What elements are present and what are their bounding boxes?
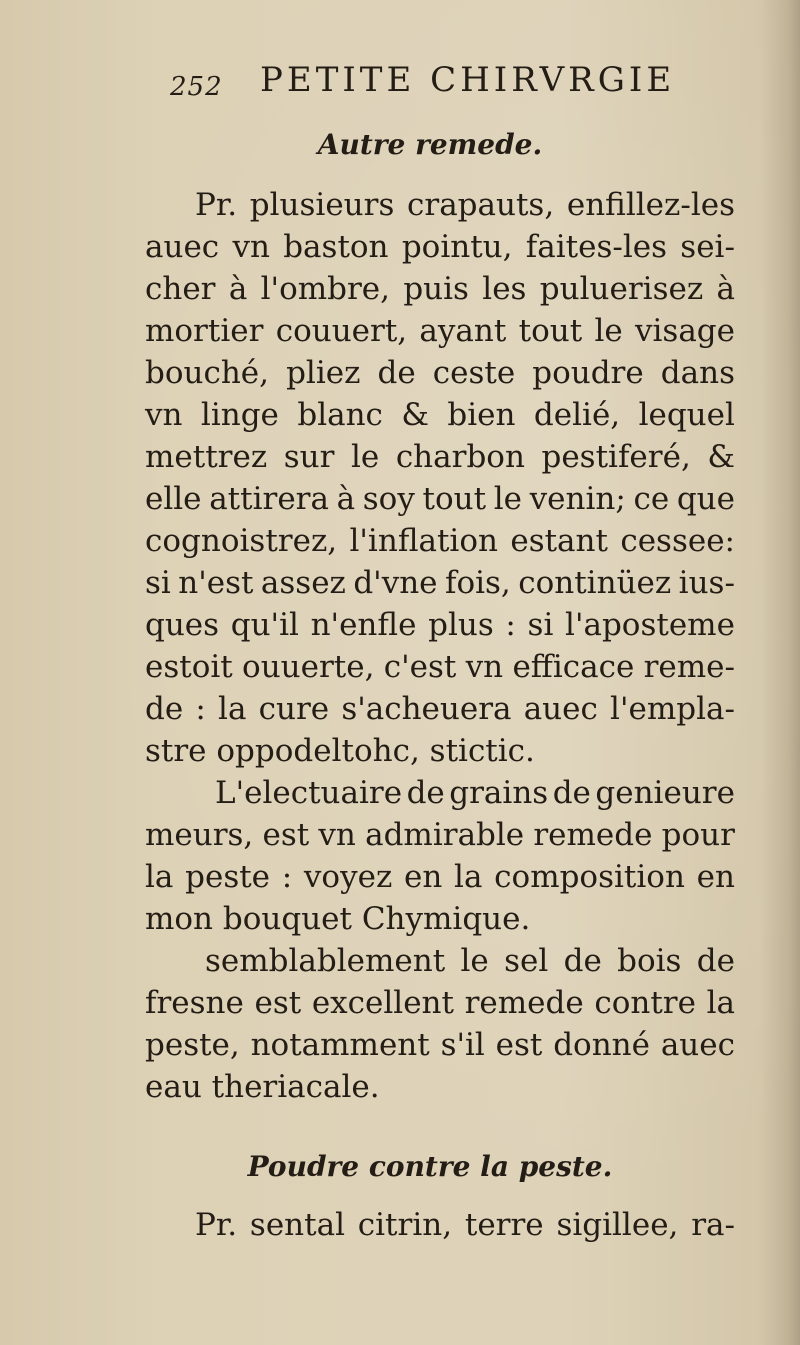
text-line: mon bouquet Chymique.: [145, 901, 531, 937]
text-line: fresne est excellent remede contre la: [145, 985, 735, 1021]
text-line: Pr. plusieurs crapauts, enfillez-les: [195, 187, 735, 223]
text-line: elle attirera à soy tout le venin; ce que: [145, 481, 735, 517]
text-line: vn linge blanc & bien delié, lequel: [145, 397, 735, 433]
text-line: peste, notamment s'il est donné auec: [145, 1027, 735, 1063]
text-line: mortier couuert, ayant tout le visage: [145, 313, 735, 349]
running-title: PETITE CHIRVRGIE: [260, 60, 676, 100]
text-line: eau theriacale.: [145, 1069, 380, 1105]
text-line: L'electuaire de grains de genieure: [215, 775, 735, 811]
text-line: ques qu'il n'enfle plus : si l'aposteme: [145, 607, 735, 643]
section-heading: Poudre contre la peste.: [247, 1150, 613, 1183]
section-heading: Autre remede.: [317, 128, 543, 161]
page-number: 252: [170, 72, 223, 102]
text-line: cher à l'ombre, puis les puluerisez à: [145, 271, 735, 307]
text-line: estoit ouuerte, c'est vn efficace reme-: [145, 649, 735, 685]
text-line: cognoistrez, l'inflation estant cessee:: [145, 523, 735, 559]
text-line: bouché, pliez de ceste poudre dans: [145, 355, 735, 391]
text-line: la peste : voyez en la composition en: [145, 859, 735, 895]
text-line: Pr. sental citrin, terre sigillee, ra-: [195, 1207, 735, 1243]
text-line: mettrez sur le charbon pestiferé, &: [145, 439, 735, 475]
page-gutter-shadow: [760, 0, 800, 1345]
text-line: semblablement le sel de bois de: [205, 943, 735, 979]
text-line: meurs, est vn admirable remede pour: [145, 817, 735, 853]
text-line: de : la cure s'acheuera auec l'empla-: [145, 691, 735, 727]
text-line: stre oppodeltohc, stictic.: [145, 733, 535, 769]
text-line: si n'est assez d'vne fois, continüez ius-: [145, 565, 735, 601]
page-header: [170, 60, 690, 104]
text-line: auec vn baston pointu, faites-les sei-: [145, 229, 735, 265]
